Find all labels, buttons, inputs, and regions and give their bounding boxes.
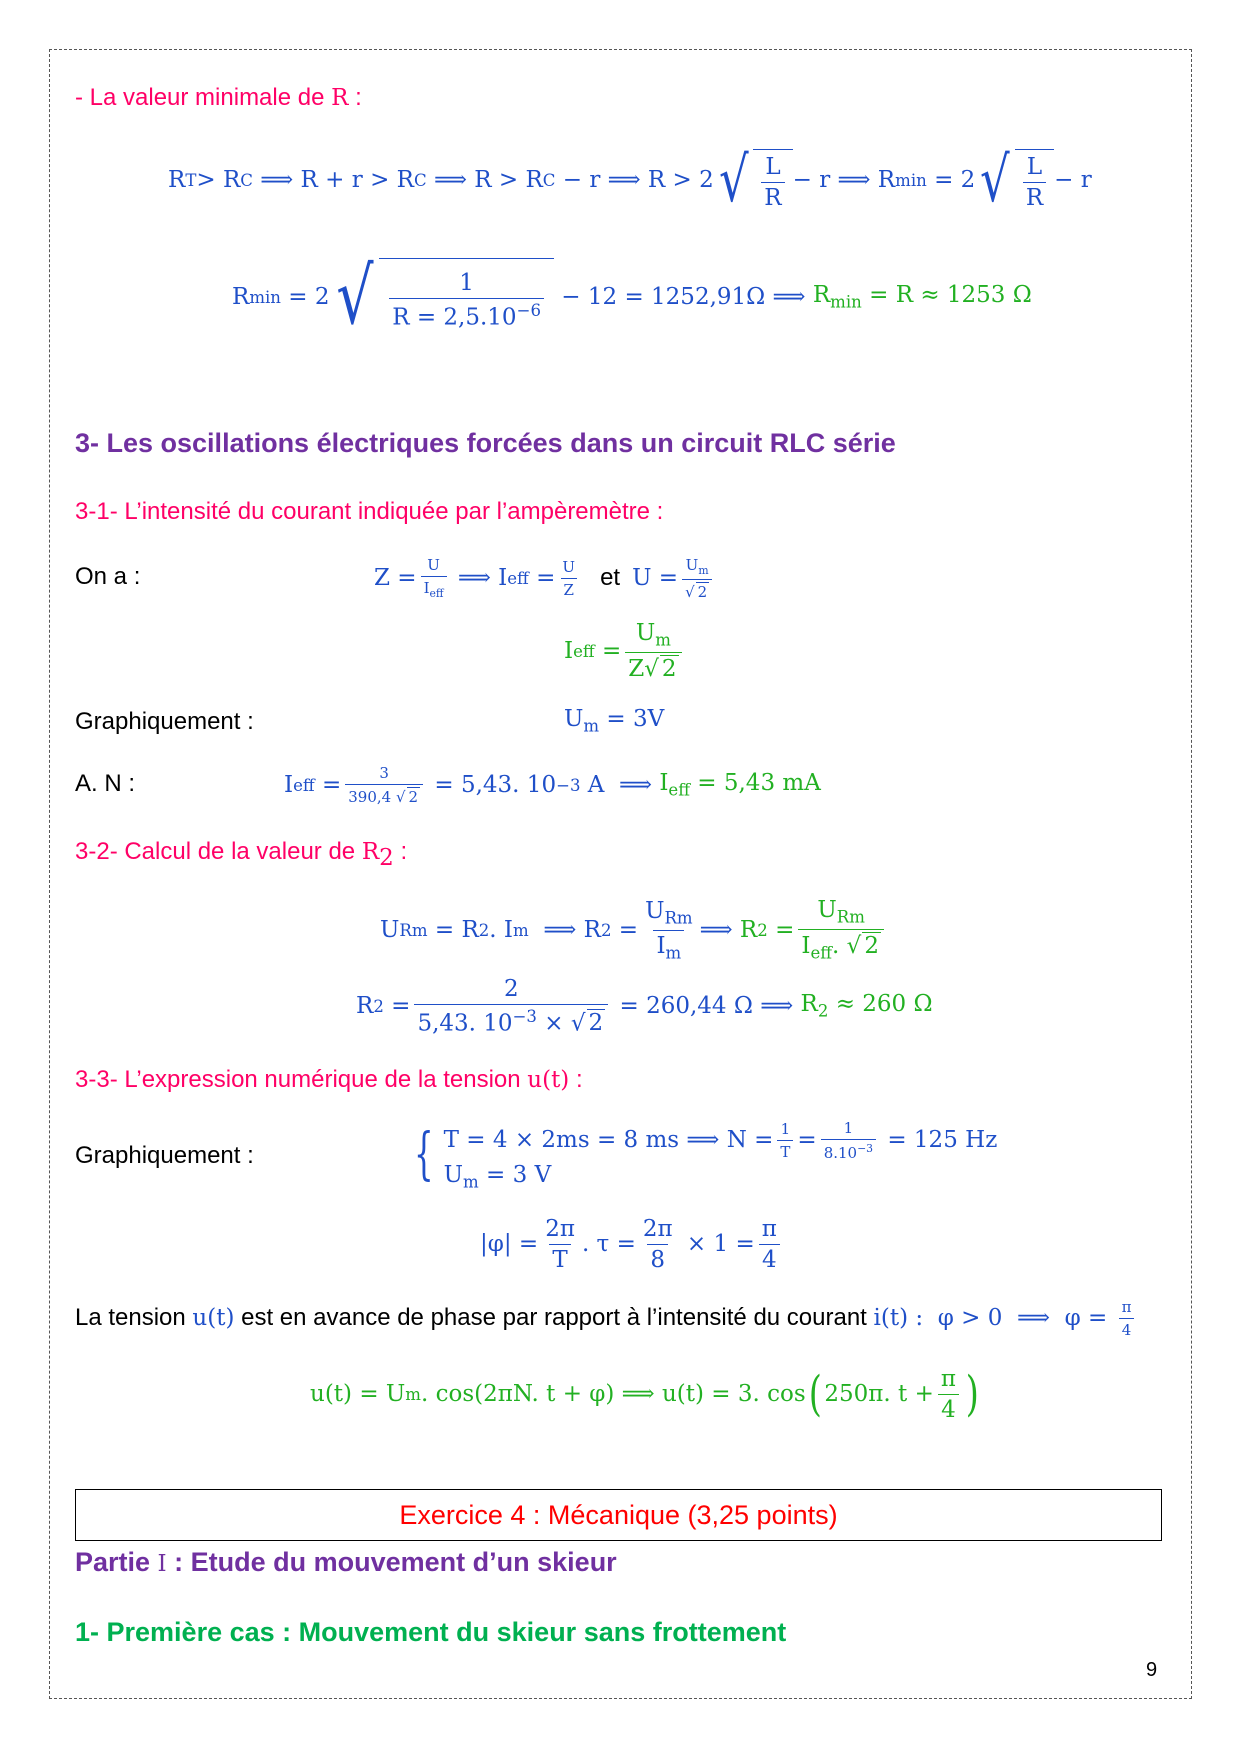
m33-u: U: [443, 1162, 464, 1188]
m33-eight: 8: [647, 1244, 668, 1273]
close-paren: ): [965, 1366, 979, 1422]
m33-final-b: . cos(2πN. t + φ) ⟹ u(t) = 3. cos: [420, 1381, 806, 1407]
m32-u: U: [380, 917, 400, 943]
m33-pi: π: [761, 1215, 777, 1242]
m33-exp: −3: [857, 1141, 874, 1155]
m32-res-num-rm: Rm: [836, 908, 865, 927]
an-num: 3: [379, 764, 389, 782]
eq1-after1: − r ⟹ R: [792, 167, 896, 193]
m31-u: U: [427, 556, 440, 574]
eq1-gt: > R: [196, 167, 241, 193]
um-val: = 3V: [599, 706, 665, 732]
m33-m: m: [463, 1172, 479, 1192]
an-i: I: [284, 772, 294, 798]
frac-urm-im: [642, 898, 696, 962]
an-res-i: I: [659, 770, 669, 797]
equation-rmin-value: [232, 252, 1032, 342]
eq2-exp: −6: [516, 301, 541, 321]
system-brace: {: [414, 1122, 434, 1187]
frac-2-over-543: $\frac{2}{5,43. 10^{-3} \times √ 2}$: [414, 976, 608, 1037]
frac-2pi-8: [640, 1216, 676, 1273]
m32-l2-den: 5,43. 10: [417, 1010, 513, 1037]
rmin-heading-text: - La valeur minimale de: [75, 84, 332, 111]
um-u: U: [564, 706, 584, 732]
s32-text: 3-2- Calcul de la valeur de: [75, 838, 362, 865]
m32-result: [740, 897, 888, 962]
eq2-result-min: min: [830, 292, 862, 312]
m32-two: 2: [478, 920, 490, 940]
an-result: [659, 770, 821, 800]
frac-urm-ieff: $\frac{U_{Rm}}{I_{eff}. √ 2}$: [798, 897, 884, 962]
eq1-min-sub: min: [895, 170, 927, 190]
m33-final-m: m: [405, 1384, 421, 1404]
equation-an-ieff: [284, 756, 821, 814]
m32-l2-res-two: 2: [817, 1001, 829, 1021]
m33-tau: . τ =: [581, 1231, 636, 1257]
m32-l2-rest: = 260,44 Ω ⟹: [612, 993, 801, 1019]
m32-l2-r: R: [356, 993, 374, 1019]
s33-heading: [75, 1066, 583, 1094]
s33-colon: :: [569, 1066, 583, 1093]
open-paren: (: [808, 1366, 822, 1422]
m32-l2-result: [801, 991, 933, 1021]
m31-et: et: [600, 564, 621, 591]
phase-u: u(t): [192, 1305, 235, 1331]
partie-label: Partie: [75, 1547, 158, 1577]
rmin-heading: [75, 84, 362, 112]
m32-den-i: I: [656, 932, 666, 959]
ieff-res-i: I: [564, 638, 574, 664]
m33-line1: T = 4 × 2ms = 8 ms ⟹ N =: [443, 1127, 774, 1153]
ieff-res-sqrt2: 2: [661, 655, 677, 682]
graph-label-1: Graphiquement :: [75, 708, 254, 735]
an-eq: =: [314, 772, 342, 798]
system-line2: [444, 1162, 998, 1192]
equation-ieff-formula: [564, 616, 686, 686]
frac-um-sqrt2: $\frac{U_m}{√ 2}$: [682, 556, 712, 601]
s32-heading: [75, 838, 407, 871]
frac-pi-4-final: [938, 1366, 959, 1423]
phase-4: 4: [1119, 1318, 1135, 1339]
phase-sentence: [75, 1296, 1138, 1340]
m32-rm: Rm: [399, 920, 428, 940]
m32-res-den-eff: eff: [810, 943, 833, 963]
m33-t: T: [777, 1140, 793, 1161]
eq1-minus-r: − r: [555, 167, 601, 193]
partie-num: I: [157, 1551, 167, 1577]
frac-r-2: R: [1023, 182, 1046, 211]
m31-u2: U: [562, 557, 576, 576]
eq1-rt: R: [168, 167, 186, 193]
eq1-t-sub: T: [185, 170, 197, 190]
partie-heading: [75, 1547, 617, 1578]
section3-title: 3- Les oscillations électriques forcées dans un circuit RLC série: [75, 428, 896, 458]
frac-u-z: [559, 558, 578, 599]
ieff-res-z: Z: [628, 655, 645, 682]
eq1-imp2: ⟹ R > R: [426, 167, 543, 193]
rmin-heading-colon: :: [348, 84, 362, 111]
frac-l-1: L: [765, 154, 781, 180]
s33-var: u(t): [527, 1067, 570, 1093]
m33-hz: = 125 Hz: [880, 1127, 998, 1153]
ieff-res-eff: eff: [573, 641, 595, 661]
m31-z2: Z: [561, 578, 577, 599]
rmin-heading-var: R: [331, 85, 349, 111]
on-a-label: On a :: [75, 563, 141, 590]
m32-l2-res-r: R: [800, 991, 818, 1018]
m32-den-m: m: [665, 943, 682, 963]
m32-im: . I: [489, 917, 514, 943]
s31-heading: 3-1- L’intensité du courant indiquée par l’ampèremètre :: [75, 498, 664, 525]
frac-1-8e-3: [821, 1119, 876, 1162]
frac-pi-4-phase: [1119, 1298, 1135, 1339]
ieff-res-eq: =: [594, 638, 622, 664]
m32-l2-exp: −3: [512, 1006, 537, 1026]
eq1-c-sub3: C: [542, 170, 556, 190]
m33-final-four: 4: [938, 1394, 959, 1423]
eq2-rest: − 12 = 1252,91Ω ⟹: [553, 284, 813, 310]
frac-r-1: R: [761, 182, 784, 211]
m33-times1: × 1 =: [679, 1231, 755, 1257]
m32-r2: = R: [427, 917, 479, 943]
phase-pi: π: [1121, 1297, 1132, 1316]
frac-pi-4: [759, 1216, 780, 1273]
m31-imp: ⟹ I: [450, 565, 508, 591]
m33-one2: 1: [843, 1118, 854, 1137]
m32-res-num-u: U: [817, 897, 837, 924]
eq2-min-sub: min: [249, 287, 281, 307]
equation-um-3v: [564, 706, 664, 736]
m33-3v: = 3 V: [478, 1162, 552, 1188]
eq1-after2: − r: [1054, 167, 1092, 193]
m31-z: Z =: [374, 565, 417, 591]
equation-z-ieff: [374, 548, 716, 608]
ieff-res-m: m: [655, 630, 671, 650]
m32-res-den-i: I: [801, 933, 811, 959]
equation-system: [406, 1118, 997, 1192]
m33-one: 1: [780, 1119, 791, 1138]
m32-l2-eq: =: [383, 993, 411, 1019]
m33-2pi: 2π: [545, 1215, 575, 1242]
equation-urm: [380, 893, 888, 967]
m32-m: m: [513, 920, 529, 940]
eq1-imp3: ⟹ R > 2: [600, 167, 714, 193]
s32-sub: 2: [379, 844, 394, 871]
eq2-result-rest: = R ≈ 1253 Ω: [861, 282, 1032, 309]
m33-final-c: 250π. t +: [824, 1381, 934, 1407]
system-line1: T = 4 × 2ms = 8 ms ⟹ N = $\frac{1}{T}$ = $\frac{1}{8.10^{-3}}$ = 125 Hz: [443, 1118, 998, 1162]
m31-eff-sub2: eff: [507, 568, 529, 588]
s32-var: R: [361, 839, 380, 865]
an-den: 390,4: [348, 788, 392, 806]
sqrt-l-over-r-1: √ $\frac{L}{R}$: [714, 149, 793, 211]
phase-text2: est en avance de phase par rapport à l’intensité du courant: [234, 1304, 874, 1331]
case1-heading: 1- Première cas : Mouvement du skieur sans frottement: [75, 1617, 787, 1647]
phase-text3: : φ > 0 ⟹ φ =: [908, 1305, 1115, 1331]
ieff-res-num: U: [635, 620, 656, 647]
m32-l2-sqrt2: 2: [588, 1010, 604, 1037]
phase-text1: La tension: [75, 1304, 193, 1331]
eq2-rmin: R: [232, 284, 250, 310]
an-sqrt2: 2: [408, 788, 419, 806]
phase-i: i(t): [873, 1305, 909, 1331]
exercise-title: Exercice 4 : Mécanique (3,25 points): [399, 1499, 838, 1530]
frac-2pi-t: [542, 1216, 578, 1273]
equation-phi: [480, 1206, 784, 1282]
m31-sqrt2: 2: [697, 582, 708, 601]
m33-final-a: u(t) = U: [310, 1381, 406, 1407]
m31-um: U: [685, 555, 699, 574]
m32-eq: =: [611, 917, 639, 943]
frac-1-t: [777, 1120, 793, 1161]
m32-num-rm: Rm: [664, 908, 693, 928]
an-exp: −3: [556, 775, 581, 795]
eq2-result: [813, 282, 1032, 312]
sqrt-1-over-r: √ $\frac{1}{R = 2,5.10^{-6}}$: [330, 258, 554, 336]
equation-r2-value: [356, 968, 933, 1044]
sqrt-l-over-r-2: √ $\frac{L}{R}$: [975, 149, 1054, 211]
an-rest: = 5,43. 10: [427, 772, 557, 798]
m31-u-eq: U =: [632, 565, 679, 591]
an-eff: eff: [293, 775, 315, 795]
m31-eff-sub: eff: [429, 587, 444, 600]
an-label: A. N :: [75, 770, 136, 797]
eq2-result-r: R: [812, 282, 831, 309]
s32-colon: :: [393, 838, 408, 865]
partie-rest: : Etude du mouvement d’un skieur: [166, 1547, 617, 1577]
frac-l-2: L: [1026, 154, 1043, 180]
m33-phi: |φ| =: [480, 1231, 539, 1257]
m32-res-sqrt2: 2: [864, 933, 879, 959]
m32-res-r: R: [739, 917, 758, 943]
m32-res-eq: =: [767, 917, 795, 943]
frac-u-ieff: [421, 556, 447, 600]
frac-um-zsqrt2: $\frac{U_m}{Z√ 2}$: [625, 620, 681, 682]
page-number: 9: [1146, 1659, 1158, 1681]
eq1-imp1: ⟹ R + r > R: [252, 167, 414, 193]
graph-label-2: Graphiquement :: [75, 1142, 254, 1169]
eq2-den: R = 2,5.10: [392, 304, 517, 331]
m31-eq: =: [528, 565, 556, 591]
equation-rt-rc: [168, 140, 1092, 220]
an-res-val: = 5,43 mA: [689, 770, 821, 797]
m33-2pi-2: 2π: [642, 1215, 673, 1242]
m33-den2: 8.10: [823, 1143, 858, 1162]
eq2-eq: = 2: [280, 284, 330, 310]
um-m: m: [583, 716, 600, 736]
m32-l2-num: 2: [503, 975, 519, 1002]
m32-num-u: U: [645, 897, 665, 924]
m33-t2: T: [549, 1244, 570, 1273]
s33-text: 3-3- L’expression numérique de la tension: [75, 1066, 528, 1093]
m32-l2-res-val: ≈ 260 Ω: [828, 991, 933, 1018]
an-res-eff: eff: [668, 780, 690, 800]
m32-res-two: 2: [757, 920, 768, 940]
m33-four: 4: [759, 1244, 780, 1273]
m32-imp2: ⟹: [699, 917, 740, 943]
eq1-c-sub: C: [240, 170, 253, 190]
exercise-title-box: [75, 1489, 1162, 1541]
frac-3-390: $\frac{3}{390,4 √ 2}$: [345, 764, 423, 806]
eq1-c-sub2: C: [413, 170, 427, 190]
equation-ut-final: [310, 1356, 982, 1432]
m31-m-sub: m: [698, 563, 709, 577]
m33-final-pi: π: [940, 1365, 956, 1392]
eq2-num: 1: [459, 270, 474, 297]
m31-ieff: I: [423, 579, 430, 597]
m32-two2: 2: [600, 920, 612, 940]
eq1-eq2: = 2: [926, 167, 976, 193]
m32-imp-r: ⟹ R: [528, 917, 601, 943]
m32-l2-two: 2: [373, 996, 384, 1016]
m32-l2-times: ×: [536, 1010, 571, 1037]
an-unit: A ⟹: [580, 772, 660, 798]
